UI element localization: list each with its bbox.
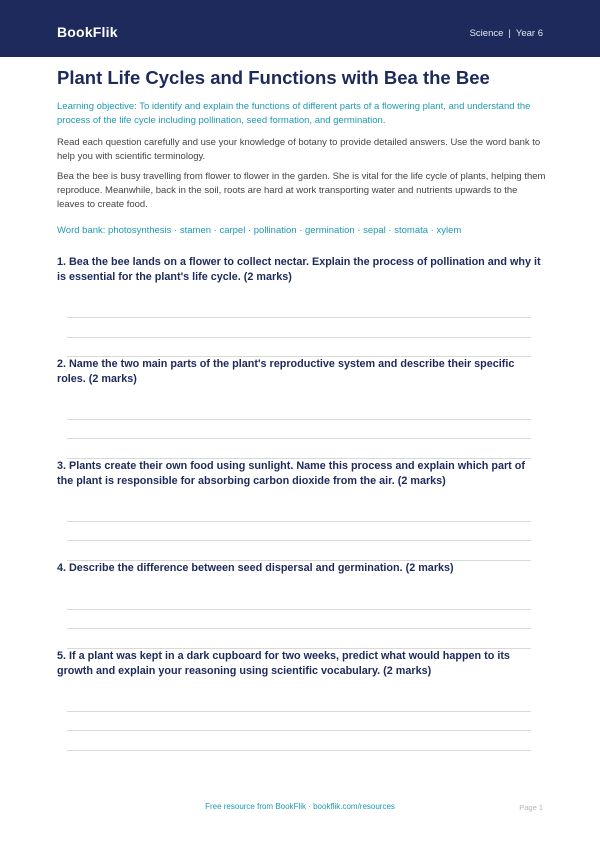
footer-resource-link[interactable]: Free resource from BookFlik · bookflik.com/resources xyxy=(205,802,395,811)
answer-line[interactable] xyxy=(67,750,531,751)
question-3: 3. Plants create their own food using sunlight. Name this process and explain which part of the plant is responsible for absorbing carbon dioxide from the air. (2 marks) xyxy=(57,460,525,487)
instructions-paragraph: Read each question carefully and use your knowledge of botany to provide detailed answers. Use the word bank to help you with scientific terminology. xyxy=(57,137,541,163)
meta-separator: | xyxy=(508,28,511,39)
subject-year-label xyxy=(470,28,543,39)
question-2: 2. Name the two main parts of the plant's reproductive system and describe their specific roles. (2 marks) xyxy=(57,358,515,385)
answer-line[interactable] xyxy=(67,337,531,338)
question-1: 1. Bea the bee lands on a flower to collect nectar. Explain the process of pollination and why it is essential for the plant's life cycle. (2 marks) xyxy=(57,256,541,283)
year-label: Year 6 xyxy=(515,28,543,39)
answer-line[interactable] xyxy=(67,628,531,629)
answer-line[interactable] xyxy=(67,317,531,318)
learning-objective: Learning objective: To identify and explain the functions of different parts of a flowering plant, and understand the process of the life cycle including pollination, seed formation, and germination. xyxy=(57,101,531,127)
answer-line[interactable] xyxy=(67,521,531,522)
story-paragraph: Bea the bee is busy travelling from flower to flower in the garden. She is vital for the life cycle of plants, helping them reproduce. Meanwhile, back in the soil, roots are hard at work transporting water and nutrients upwards to the leaves to create food. xyxy=(57,171,546,211)
question-5: 5. If a plant was kept in a dark cupboard for two weeks, predict what would happen to its growth and explain your reasoning using scientific vocabulary. (2 marks) xyxy=(57,650,510,677)
page-header xyxy=(0,0,600,57)
question-4: 4. Describe the difference between seed dispersal and germination. (2 marks) xyxy=(57,562,454,574)
brand-logo[interactable]: BookFlik xyxy=(57,24,118,40)
page-number: Page 1 xyxy=(519,803,543,812)
answer-line[interactable] xyxy=(67,540,531,541)
word-bank: Word bank: photosynthesis · stamen · carpel · pollination · germination · sepal · stomata · xylem xyxy=(57,225,462,236)
worksheet-title: Plant Life Cycles and Functions with Bea the Bee xyxy=(57,67,490,88)
answer-line[interactable] xyxy=(67,609,531,610)
answer-line[interactable] xyxy=(67,419,531,420)
answer-line[interactable] xyxy=(67,438,531,439)
answer-line[interactable] xyxy=(67,711,531,712)
subject-label: Science xyxy=(469,28,504,39)
answer-line[interactable] xyxy=(67,730,531,731)
